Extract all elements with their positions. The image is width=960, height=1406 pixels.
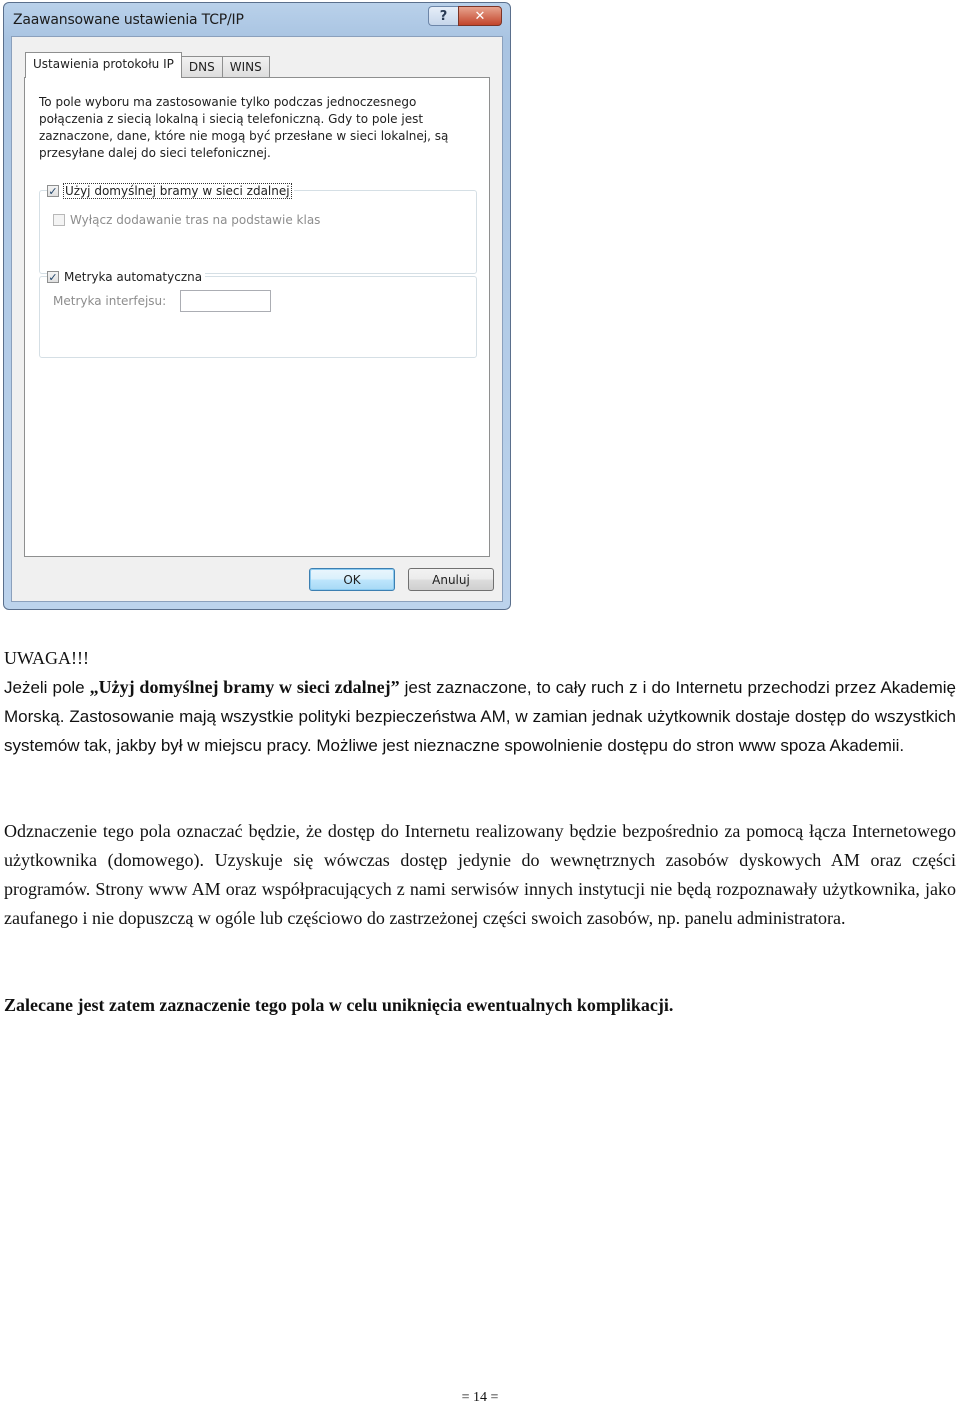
caption-buttons <box>428 6 502 26</box>
cancel-button[interactable]: Anuluj <box>408 568 494 591</box>
gateway-group <box>39 190 477 274</box>
close-button[interactable] <box>458 6 502 26</box>
gateway-checkbox-label: Użyj domyślnej bramy w sieci zdalnej <box>65 184 290 198</box>
check-icon: ✓ <box>48 184 58 198</box>
tab-ip-settings[interactable]: Ustawienia protokołu IP <box>25 52 182 78</box>
metric-checkbox-row[interactable] <box>47 270 205 284</box>
metric-checkbox[interactable] <box>47 271 59 283</box>
recommendation: Zalecane jest zatem zaznaczenie tego pola w celu uniknięcia ewentualnych komplikacji. <box>4 995 674 1015</box>
info-text: To pole wyboru ma zastosowanie tylko podczas jednoczesnego połączenia z siecią lokalną i siecią telefoniczną. Gdy to pole jest zaznaczone, dane, które nie mogą być przesłane w sieci lokalnej, są przesyłane dalej do sieci telefonicznej. <box>39 95 449 160</box>
help-button[interactable]: ? <box>428 6 458 26</box>
routes-checkbox <box>53 214 65 226</box>
metric-checkbox-label: Metryka automatyczna <box>64 270 203 284</box>
tcpip-dialog <box>3 2 511 610</box>
routes-checkbox-label: Wyłącz dodawanie tras na podstawie klas <box>70 213 321 227</box>
metric-field-label: Metryka interfejsu: <box>53 294 167 308</box>
warning-heading: UWAGA!!! <box>4 648 89 668</box>
metric-field-row <box>53 290 271 312</box>
check-icon: ✓ <box>48 270 58 284</box>
ok-button[interactable]: OK <box>309 568 395 591</box>
tab-strip <box>25 52 269 78</box>
close-icon: ✕ <box>474 8 486 24</box>
dialog-title: Zaawansowane ustawienia TCP/IP <box>13 12 244 28</box>
dialog-client-area <box>11 36 503 602</box>
p1-text-before: Jeżeli pole <box>4 678 90 697</box>
tab-dns[interactable]: DNS <box>181 56 223 78</box>
tab-panel <box>24 77 490 557</box>
metric-field[interactable] <box>180 290 271 312</box>
gateway-checkbox[interactable] <box>47 185 59 197</box>
tab-wins[interactable]: WINS <box>222 56 270 78</box>
paragraph-gateway-on <box>4 673 956 760</box>
routes-checkbox-row <box>53 213 320 227</box>
metric-group <box>39 276 477 358</box>
page-number: = 14 = <box>461 1390 499 1405</box>
p1-bold-option: „Użyj domyślnej bramy w sieci zdalnej” <box>89 677 400 697</box>
paragraph-gateway-off: Odznaczenie tego pola oznaczać będzie, że dostęp do Internetu realizowany będzie bezpośrednio za pomocą łącza Internetowego użytkownika (domowego). Uzyskuje się wówczas dostęp jedynie do wewnętrznych zasobów dyskowych AM oraz części programów. Strony www AM oraz współpracujących z nami serwisów innych instytucji nie będą rozpoznawały użytkownika, jako zaufanego i nie dopuszczą w ogóle lub częściowo do zastrzeżonej części swoich zasobów, np. panelu administratora. <box>4 821 956 928</box>
p1-text-after: jest zaznaczone, to cały ruch z i do Internetu przechodzi przez Akademię Morską. Zastosowanie mają wszystkie polityki bezpieczeństwa AM, w zamian jednak użytkownik dostaje dostęp do wszystkich systemów tak, jakby był w miejscu pracy. Możliwe jest nieznaczne spowolnienie dostępu do stron www spoza Akademii. <box>4 678 956 755</box>
gateway-checkbox-row[interactable] <box>47 184 294 198</box>
